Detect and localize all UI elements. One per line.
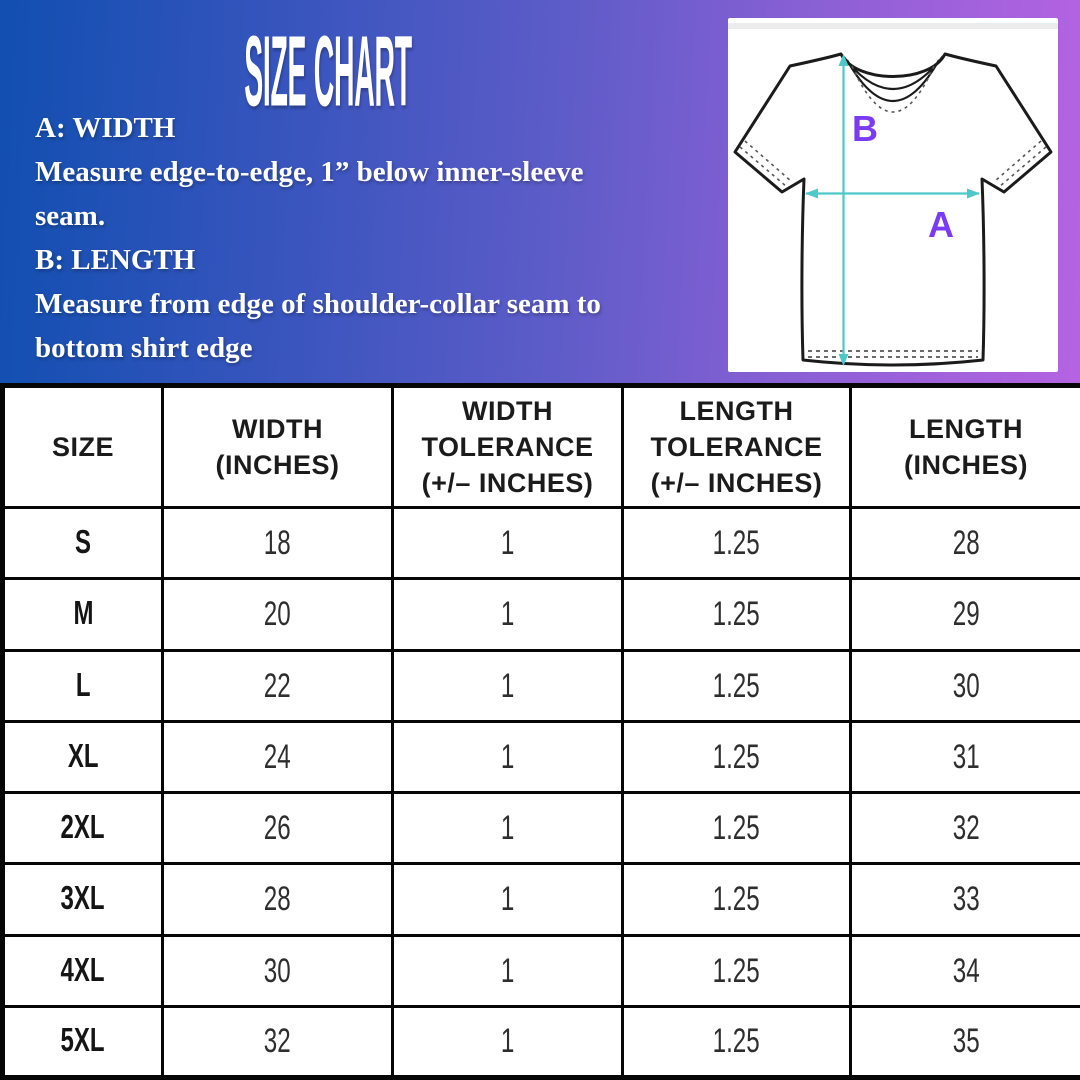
- instruction-a-label: A: WIDTH: [35, 112, 176, 144]
- table-cell: 29: [851, 579, 1080, 650]
- table-row-m: [3, 579, 1080, 650]
- instruction-b-label: B: LENGTH: [35, 244, 196, 276]
- size-chart-table: [0, 383, 1080, 1080]
- table-row-4xl: [3, 935, 1080, 1006]
- table-cell: 22: [163, 650, 393, 721]
- table-cell: 1.25: [623, 650, 851, 721]
- table-cell: 1: [393, 864, 623, 935]
- table-cell: 33: [851, 864, 1080, 935]
- size-label: 5XL: [3, 1006, 163, 1077]
- table-cell: 20: [163, 579, 393, 650]
- table-cell: 32: [851, 793, 1080, 864]
- table-cell: 28: [163, 864, 393, 935]
- table-cell: 1: [393, 793, 623, 864]
- table-cell: 30: [851, 650, 1080, 721]
- table-cell: 34: [851, 935, 1080, 1006]
- table-cell: 1: [393, 1006, 623, 1077]
- tshirt-diagram-box: [728, 18, 1058, 372]
- label-a: A: [928, 204, 954, 245]
- table-row-2xl: [3, 793, 1080, 864]
- size-label: 3XL: [3, 864, 163, 935]
- table-cell: 1.25: [623, 793, 851, 864]
- table-cell: 32: [163, 1006, 393, 1077]
- header-width-tolerance: WIDTH TOLERANCE (+/– INCHES): [393, 386, 623, 508]
- table-cell: 1: [393, 721, 623, 792]
- table-cell: 18: [163, 508, 393, 579]
- diagram-top-strip: [728, 23, 1058, 29]
- page-title: SIZE CHART: [243, 14, 412, 128]
- table-cell: 31: [851, 721, 1080, 792]
- table-cell: 24: [163, 721, 393, 792]
- table-cell: 1.25: [623, 579, 851, 650]
- size-label: 4XL: [3, 935, 163, 1006]
- table-cell: 28: [851, 508, 1080, 579]
- table-cell: 1.25: [623, 1006, 851, 1077]
- size-label: L: [3, 650, 163, 721]
- table-row-l: [3, 650, 1080, 721]
- table-cell: 26: [163, 793, 393, 864]
- table-cell: 1: [393, 579, 623, 650]
- measurement-instructions: [35, 106, 657, 370]
- table-row-5xl: [3, 1006, 1080, 1077]
- table-cell: 1.25: [623, 935, 851, 1006]
- hero-section: [0, 0, 1080, 383]
- tshirt-diagram-svg: [728, 18, 1058, 372]
- header-length: LENGTH (INCHES): [851, 386, 1080, 508]
- table-cell: 1.25: [623, 864, 851, 935]
- table-row-3xl: [3, 864, 1080, 935]
- table-cell: 30: [163, 935, 393, 1006]
- size-label: XL: [3, 721, 163, 792]
- instruction-a-text: Measure edge-to-edge, 1” below inner-sleeve seam.: [35, 156, 584, 232]
- header-width: WIDTH (INCHES): [163, 386, 393, 508]
- table-cell: 1: [393, 935, 623, 1006]
- size-label: M: [3, 579, 163, 650]
- size-label: S: [3, 508, 163, 579]
- table-cell: 1.25: [623, 721, 851, 792]
- table-row-s: [3, 508, 1080, 579]
- size-label: 2XL: [3, 793, 163, 864]
- table-cell: 1: [393, 508, 623, 579]
- table-cell: 35: [851, 1006, 1080, 1077]
- table-header-row: [3, 386, 1080, 508]
- header-length-tolerance: LENGTH TOLERANCE (+/– INCHES): [623, 386, 851, 508]
- table-cell: 1.25: [623, 508, 851, 579]
- instruction-b-text: Measure from edge of shoulder-collar seam to bottom shirt edge: [35, 288, 601, 364]
- label-b: B: [852, 108, 878, 149]
- table-row-xl: [3, 721, 1080, 792]
- table-cell: 1: [393, 650, 623, 721]
- header-size: SIZE: [3, 386, 163, 508]
